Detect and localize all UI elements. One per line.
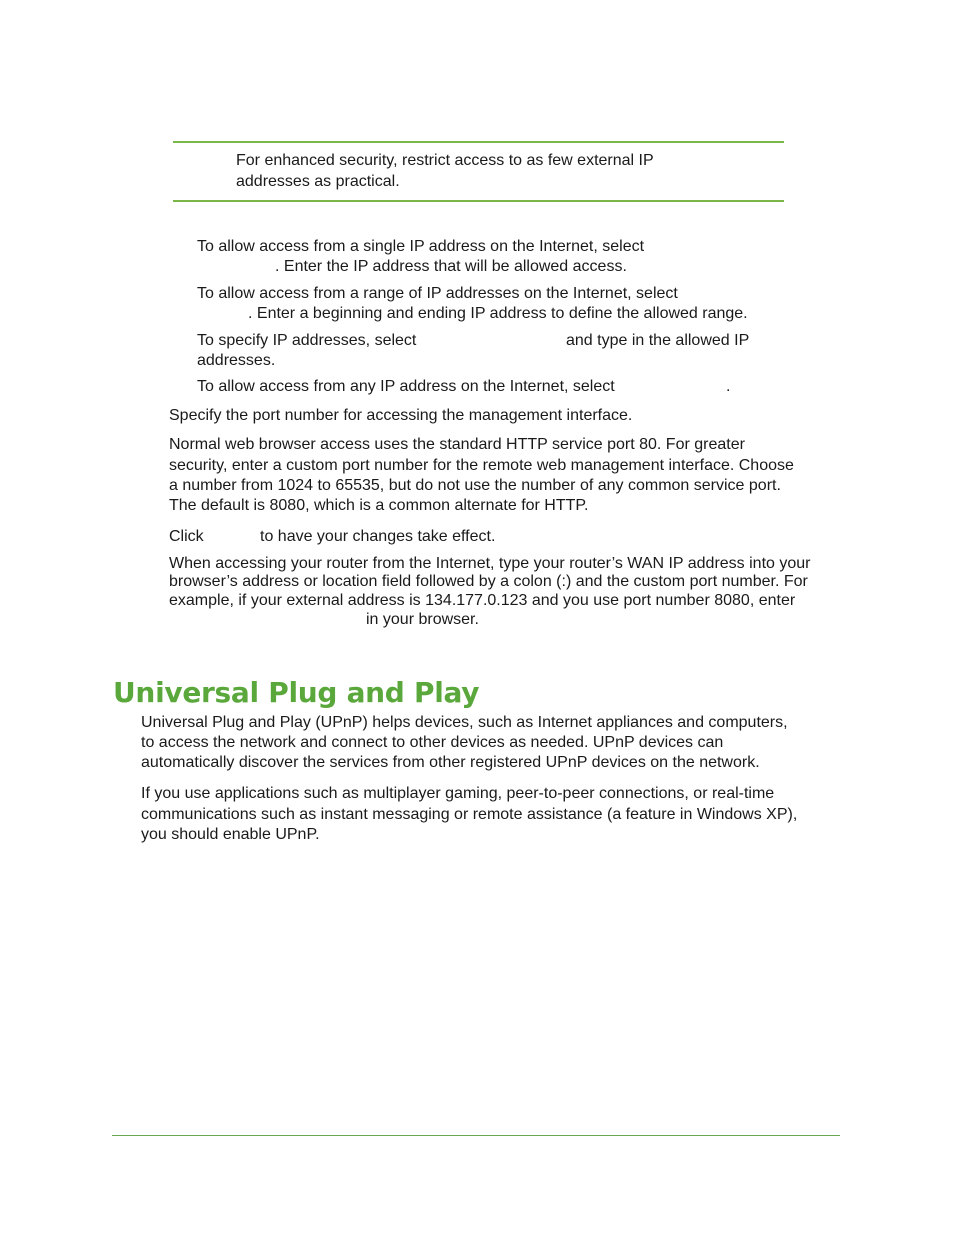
bullet-any-ip-line-1b: . (726, 378, 731, 395)
access-line-1: When accessing your router from the Internet, type your router’s WAN IP address into your (169, 555, 811, 572)
section-heading: Universal Plug and Play (113, 676, 480, 710)
port-para-line-1: Normal web browser access uses the standard HTTP service port 80. For greater (169, 436, 745, 453)
footer-rule (112, 1135, 840, 1136)
bullet-range-line-1: To allow access from a range of IP addresses on the Internet, select (197, 285, 678, 302)
click-step-b: to have your changes take effect. (260, 528, 496, 545)
access-line-2: browser’s address or location field followed by a colon (:) and the custom port number. For (169, 573, 808, 590)
note-top-rule (173, 141, 784, 143)
upnp-para2-line-1: If you use applications such as multiplayer gaming, peer-to-peer connections, or real-time (141, 785, 775, 802)
click-step-a: Click (169, 528, 204, 545)
bullet-specify-line-1b: and type in the allowed IP (566, 332, 750, 349)
port-para-line-4: The default is 8080, which is a common alternate for HTTP. (169, 497, 589, 514)
note-text-line-1: For enhanced security, restrict access to as few external IP (236, 152, 654, 169)
bullet-single-ip-line-1: To allow access from a single IP address on the Internet, select (197, 238, 645, 255)
port-para-line-3: a number from 1024 to 65535, but do not use the number of any common service port. (169, 477, 781, 494)
access-line-4: in your browser. (366, 611, 479, 628)
bullet-specify-line-1a: To specify IP addresses, select (197, 332, 417, 349)
upnp-para1-line-3: automatically discover the services from other registered UPnP devices on the network. (141, 754, 760, 771)
upnp-para2-line-2: communications such as instant messaging or remote assistance (a feature in Windows XP), (141, 806, 798, 823)
bullet-specify-line-2: addresses. (197, 352, 276, 369)
port-step-text: Specify the port number for accessing the management interface. (169, 407, 633, 424)
note-bottom-rule (173, 200, 784, 202)
upnp-para2-line-3: you should enable UPnP. (141, 826, 320, 843)
port-para-line-2: security, enter a custom port number for the remote web management interface. Choose (169, 457, 794, 474)
note-text-line-2: addresses as practical. (236, 173, 400, 190)
bullet-any-ip-line-1a: To allow access from any IP address on the Internet, select (197, 378, 615, 395)
bullet-single-ip-line-2: . Enter the IP address that will be allowed access. (275, 258, 627, 275)
upnp-para1-line-2: to access the network and connect to other devices as needed. UPnP devices can (141, 734, 724, 751)
bullet-range-line-2: . Enter a beginning and ending IP address to define the allowed range. (248, 305, 748, 322)
upnp-para1-line-1: Universal Plug and Play (UPnP) helps devices, such as Internet appliances and computers, (141, 714, 788, 731)
access-line-3: example, if your external address is 134.177.0.123 and you use port number 8080, enter (169, 592, 796, 609)
